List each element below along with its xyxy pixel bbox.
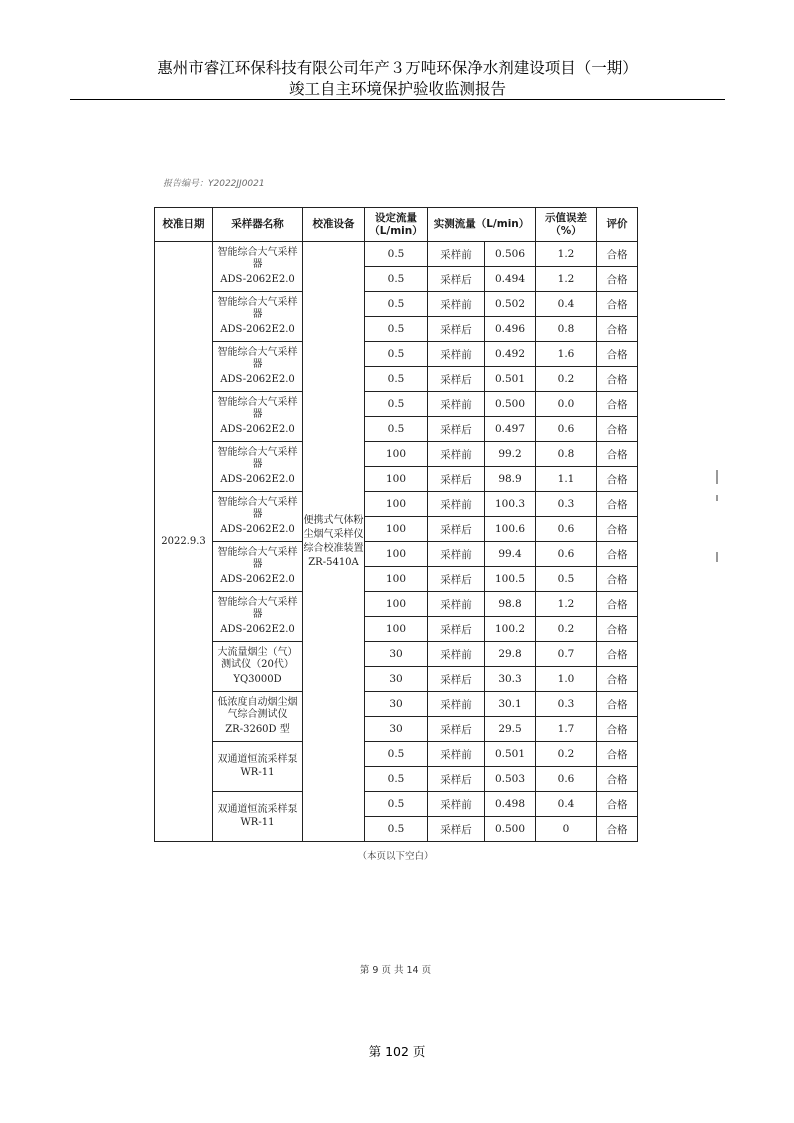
header-divider <box>70 99 725 100</box>
indication-error: 0 <box>536 817 597 842</box>
sampling-stage: 采样后 <box>428 817 485 842</box>
header-measured-flow: 实测流量（L/min） <box>428 208 536 242</box>
sampler-name-cell <box>213 742 303 792</box>
table-body <box>155 242 638 842</box>
set-flow: 100 <box>365 517 428 542</box>
sampler-model: YQ3000D <box>233 673 282 685</box>
sampler-name-cell <box>213 542 303 592</box>
sampler-name-cell <box>213 242 303 292</box>
set-flow: 0.5 <box>365 742 428 767</box>
measured-flow: 98.8 <box>485 592 536 617</box>
sampling-stage: 采样后 <box>428 467 485 492</box>
set-flow: 100 <box>365 442 428 467</box>
sampling-stage: 采样后 <box>428 767 485 792</box>
evaluation: 合格 <box>597 667 638 692</box>
sampling-stage: 采样后 <box>428 617 485 642</box>
sampling-stage: 采样前 <box>428 492 485 517</box>
evaluation: 合格 <box>597 467 638 492</box>
sampling-stage: 采样后 <box>428 367 485 392</box>
measured-flow: 98.9 <box>485 467 536 492</box>
indication-error: 0.2 <box>536 742 597 767</box>
measured-flow: 100.5 <box>485 567 536 592</box>
set-flow: 0.5 <box>365 392 428 417</box>
sampler-name: 智能综合大气采样器 <box>217 396 298 421</box>
sampling-stage: 采样前 <box>428 392 485 417</box>
evaluation: 合格 <box>597 817 638 842</box>
indication-error: 1.2 <box>536 592 597 617</box>
sampling-stage: 采样前 <box>428 642 485 667</box>
sampler-name-cell <box>213 392 303 442</box>
blank-note: （本页以下空白） <box>357 851 434 862</box>
header-eval: 评价 <box>597 208 638 242</box>
header-date: 校准日期 <box>155 208 213 242</box>
sampler-model: ADS-2062E2.0 <box>220 623 295 635</box>
evaluation: 合格 <box>597 742 638 767</box>
measured-flow: 0.501 <box>485 742 536 767</box>
sampler-name-cell <box>213 342 303 392</box>
measured-flow: 0.501 <box>485 367 536 392</box>
inner-page-number: 第 9 页 共 14 页 <box>359 965 432 976</box>
sampling-stage: 采样后 <box>428 317 485 342</box>
evaluation: 合格 <box>597 417 638 442</box>
indication-error: 0.2 <box>536 367 597 392</box>
sampling-stage: 采样后 <box>428 417 485 442</box>
evaluation: 合格 <box>597 542 638 567</box>
evaluation: 合格 <box>597 242 638 267</box>
measured-flow: 100.6 <box>485 517 536 542</box>
indication-error: 0.4 <box>536 792 597 817</box>
indication-error: 1.2 <box>536 242 597 267</box>
measured-flow: 0.502 <box>485 292 536 317</box>
set-flow: 0.5 <box>365 292 428 317</box>
set-flow: 0.5 <box>365 242 428 267</box>
set-flow: 30 <box>365 667 428 692</box>
table-row <box>155 492 638 517</box>
set-flow: 0.5 <box>365 792 428 817</box>
sampler-name: 双通道恒流采样泵 WR-11 <box>217 754 298 778</box>
table-row <box>155 742 638 767</box>
sampler-model: ADS-2062E2.0 <box>220 323 295 335</box>
sampling-stage: 采样后 <box>428 667 485 692</box>
indication-error: 0.3 <box>536 692 597 717</box>
sampler-name-cell <box>213 792 303 842</box>
measured-flow: 0.492 <box>485 342 536 367</box>
indication-error: 0.3 <box>536 492 597 517</box>
evaluation: 合格 <box>597 767 638 792</box>
evaluation: 合格 <box>597 692 638 717</box>
sampler-name-cell <box>213 442 303 492</box>
set-flow: 0.5 <box>365 367 428 392</box>
header-set-flow: 设定流量（L/min） <box>365 208 428 242</box>
indication-error: 0.6 <box>536 542 597 567</box>
table-row <box>155 392 638 417</box>
sampler-name-cell <box>213 642 303 692</box>
sampling-stage: 采样前 <box>428 542 485 567</box>
evaluation: 合格 <box>597 717 638 742</box>
report-title-line2: 竣工自主环境保护验收监测报告 <box>288 80 506 98</box>
scan-margin-mark <box>716 495 718 501</box>
sampler-name: 智能综合大气采样器 <box>217 346 298 371</box>
set-flow: 0.5 <box>365 317 428 342</box>
measured-flow: 0.500 <box>485 817 536 842</box>
evaluation: 合格 <box>597 517 638 542</box>
set-flow: 100 <box>365 617 428 642</box>
set-flow: 100 <box>365 542 428 567</box>
report-header <box>70 58 725 100</box>
sampling-stage: 采样后 <box>428 267 485 292</box>
table-row <box>155 442 638 467</box>
table-row <box>155 592 638 617</box>
sampler-model: ADS-2062E2.0 <box>220 523 295 535</box>
evaluation: 合格 <box>597 392 638 417</box>
measured-flow: 0.497 <box>485 417 536 442</box>
indication-error: 0.6 <box>536 767 597 792</box>
table-row <box>155 292 638 317</box>
sampler-name: 智能综合大气采样器 <box>217 246 298 271</box>
indication-error: 0.6 <box>536 517 597 542</box>
sampler-name-cell <box>213 292 303 342</box>
set-flow: 0.5 <box>365 267 428 292</box>
report-title-line1: 惠州市睿江环保科技有限公司年产３万吨环保净水剂建设项目（一期） <box>157 59 638 77</box>
scan-margin-mark <box>716 470 718 484</box>
sampler-name: 智能综合大气采样器 <box>217 546 298 571</box>
set-flow: 30 <box>365 717 428 742</box>
table-row <box>155 642 638 667</box>
table-row <box>155 692 638 717</box>
evaluation: 合格 <box>597 492 638 517</box>
evaluation: 合格 <box>597 442 638 467</box>
sampler-name-cell <box>213 592 303 642</box>
sampler-name-cell <box>213 492 303 542</box>
evaluation: 合格 <box>597 317 638 342</box>
measured-flow: 100.3 <box>485 492 536 517</box>
sampler-name: 智能综合大气采样器 <box>217 446 298 471</box>
sampler-name: 智能综合大气采样器 <box>217 496 298 521</box>
indication-error: 0.0 <box>536 392 597 417</box>
measured-flow: 0.500 <box>485 392 536 417</box>
report-number: 报告编号：Y2022JJ0021 <box>163 179 265 189</box>
measured-flow: 30.3 <box>485 667 536 692</box>
sampling-stage: 采样后 <box>428 717 485 742</box>
measured-flow: 99.2 <box>485 442 536 467</box>
sampler-model: ADS-2062E2.0 <box>220 423 295 435</box>
scan-margin-mark <box>716 552 718 562</box>
sampling-stage: 采样前 <box>428 342 485 367</box>
table-row <box>155 242 638 267</box>
measured-flow: 30.1 <box>485 692 536 717</box>
sampler-model: ZR-3260D 型 <box>225 723 290 735</box>
table-row <box>155 542 638 567</box>
indication-error: 0.6 <box>536 417 597 442</box>
measured-flow: 0.503 <box>485 767 536 792</box>
set-flow: 100 <box>365 567 428 592</box>
indication-error: 1.0 <box>536 667 597 692</box>
sampling-stage: 采样前 <box>428 692 485 717</box>
header-sampler: 采样器名称 <box>213 208 303 242</box>
evaluation: 合格 <box>597 792 638 817</box>
set-flow: 100 <box>365 592 428 617</box>
indication-error: 1.1 <box>536 467 597 492</box>
indication-error: 0.5 <box>536 567 597 592</box>
indication-error: 0.8 <box>536 317 597 342</box>
measured-flow: 0.494 <box>485 267 536 292</box>
sampling-stage: 采样前 <box>428 442 485 467</box>
indication-error: 0.2 <box>536 617 597 642</box>
sampler-name: 智能综合大气采样器 <box>217 596 298 621</box>
header-error: 示值误差（%） <box>536 208 597 242</box>
measured-flow: 100.2 <box>485 617 536 642</box>
measured-flow: 99.4 <box>485 542 536 567</box>
sampling-stage: 采样后 <box>428 567 485 592</box>
evaluation: 合格 <box>597 342 638 367</box>
table-row <box>155 792 638 817</box>
set-flow: 100 <box>365 467 428 492</box>
sampling-stage: 采样前 <box>428 792 485 817</box>
sampler-model: ADS-2062E2.0 <box>220 373 295 385</box>
sampler-name: 双通道恒流采样泵 WR-11 <box>217 804 298 828</box>
set-flow: 0.5 <box>365 417 428 442</box>
sampling-stage: 采样前 <box>428 742 485 767</box>
indication-error: 1.2 <box>536 267 597 292</box>
indication-error: 1.6 <box>536 342 597 367</box>
evaluation: 合格 <box>597 267 638 292</box>
set-flow: 100 <box>365 492 428 517</box>
sampler-name: 智能综合大气采样器 <box>217 296 298 321</box>
set-flow: 0.5 <box>365 342 428 367</box>
sampler-model: ADS-2062E2.0 <box>220 273 295 285</box>
measured-flow: 0.506 <box>485 242 536 267</box>
evaluation: 合格 <box>597 592 638 617</box>
sampling-stage: 采样前 <box>428 592 485 617</box>
table-row <box>155 342 638 367</box>
page-number: 第 102 页 <box>368 1044 426 1059</box>
set-flow: 0.5 <box>365 767 428 792</box>
calibration-date: 2022.9.3 <box>155 242 213 842</box>
evaluation: 合格 <box>597 292 638 317</box>
calibration-table <box>154 207 638 842</box>
indication-error: 0.7 <box>536 642 597 667</box>
set-flow: 30 <box>365 692 428 717</box>
evaluation: 合格 <box>597 367 638 392</box>
calibration-device: 便携式气体粉尘烟气采样仪综合校准装置 ZR-5410A <box>303 242 365 842</box>
indication-error: 0.4 <box>536 292 597 317</box>
sampler-name-cell <box>213 692 303 742</box>
indication-error: 1.7 <box>536 717 597 742</box>
header-device: 校准设备 <box>303 208 365 242</box>
measured-flow: 0.498 <box>485 792 536 817</box>
sampling-stage: 采样前 <box>428 292 485 317</box>
sampler-model: ADS-2062E2.0 <box>220 473 295 485</box>
evaluation: 合格 <box>597 567 638 592</box>
table-header-row <box>155 208 638 242</box>
evaluation: 合格 <box>597 617 638 642</box>
measured-flow: 29.8 <box>485 642 536 667</box>
sampler-name: 大流量烟尘（气）测试仪（20代） <box>217 646 298 671</box>
indication-error: 0.8 <box>536 442 597 467</box>
set-flow: 30 <box>365 642 428 667</box>
sampling-stage: 采样前 <box>428 242 485 267</box>
measured-flow: 0.496 <box>485 317 536 342</box>
sampler-name: 低浓度自动烟尘烟气综合测试仪 <box>217 696 298 721</box>
evaluation: 合格 <box>597 642 638 667</box>
set-flow: 0.5 <box>365 817 428 842</box>
sampler-model: ADS-2062E2.0 <box>220 573 295 585</box>
sampling-stage: 采样后 <box>428 517 485 542</box>
measured-flow: 29.5 <box>485 717 536 742</box>
